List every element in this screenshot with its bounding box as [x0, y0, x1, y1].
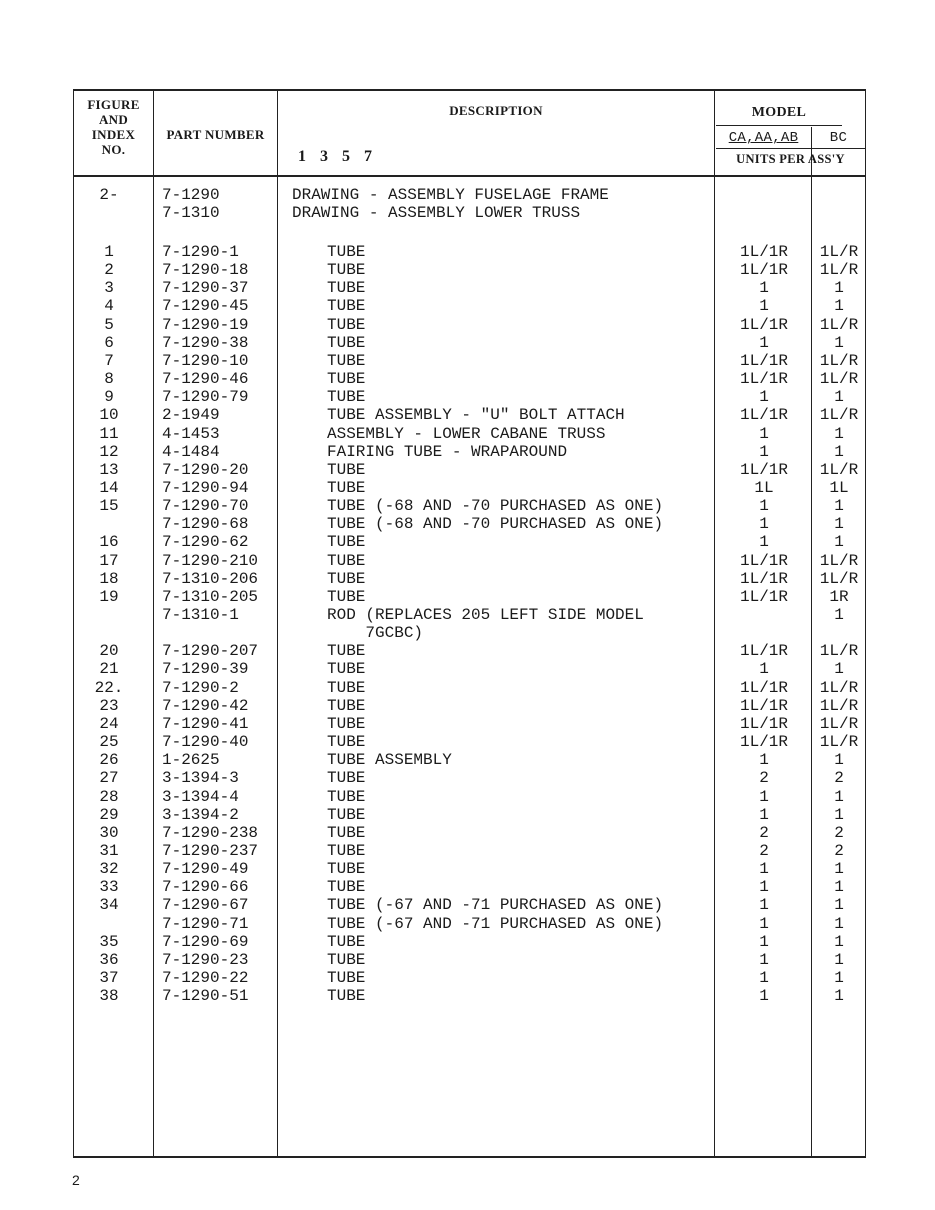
- units-bc-cell: 1L/R: [819, 243, 859, 261]
- table-row: [0, 969, 935, 987]
- table-row: [0, 824, 935, 842]
- part-number-cell: 7-1290-66: [162, 878, 249, 897]
- part-number-cell: 7-1290-237: [162, 841, 259, 860]
- figure-index-cell: 22.: [94, 678, 124, 697]
- units-bc-cell: 1: [834, 515, 844, 534]
- table-row: [0, 461, 935, 479]
- part-number-cell: 7-1290-79: [162, 388, 249, 407]
- units-ca-aa-ab-cell: 1: [759, 969, 769, 987]
- description-cell: 7GCBC): [327, 624, 424, 643]
- table-row: [0, 552, 935, 570]
- figure-index-cell: 20: [99, 642, 119, 661]
- table-row: [0, 334, 935, 352]
- description-cell: TUBE: [327, 696, 366, 715]
- description-cell: TUBE: [327, 642, 366, 661]
- description-cell: TUBE: [327, 878, 366, 897]
- part-number-cell: 1-2625: [162, 751, 220, 770]
- figure-index-cell: 27: [99, 769, 119, 788]
- units-bc-cell: 1: [834, 860, 844, 879]
- figure-index-header: [74, 97, 153, 157]
- units-bc-cell: 1L/R: [819, 460, 859, 479]
- part-number-cell: 2-1949: [162, 406, 220, 425]
- units-ca-aa-ab-cell: 1: [759, 751, 769, 770]
- units-bc-cell: 1L/R: [819, 315, 859, 334]
- units-ca-aa-ab-cell: 1: [759, 497, 769, 516]
- part-number-cell: 7-1310-206: [162, 569, 259, 588]
- units-ca-aa-ab-cell: 1: [759, 896, 769, 915]
- units-bc-cell: 1: [834, 787, 844, 806]
- table-row: [0, 987, 935, 1005]
- units-ca-aa-ab-cell: 1: [759, 932, 769, 951]
- table-row: [0, 279, 935, 297]
- units-bc-cell: 1: [834, 932, 844, 951]
- figure-index-cell: 15: [99, 497, 119, 516]
- units-bc-cell: 1: [834, 751, 844, 770]
- part-number-cell: 7-1290-10: [162, 351, 249, 370]
- part-number-header: PART NUMBER: [166, 127, 265, 142]
- part-number-cell: 7-1290-210: [162, 551, 259, 570]
- units-bc-cell: 2: [834, 823, 844, 842]
- description-cell: TUBE: [327, 478, 366, 497]
- figure-index-cell: 29: [99, 805, 119, 824]
- part-number-cell: 7-1290-70: [162, 497, 249, 516]
- description-cell: FAIRING TUBE - WRAPAROUND: [327, 442, 568, 461]
- table-row: [0, 606, 935, 624]
- figure-index-cell: 10: [99, 406, 119, 425]
- description-cell: TUBE: [327, 987, 366, 1006]
- table-row: [0, 370, 935, 388]
- units-bc-cell: 1: [834, 606, 844, 624]
- units-ca-aa-ab-cell: 1: [759, 333, 769, 352]
- units-bc-cell: 1: [834, 805, 844, 824]
- figure-index-cell: 33: [99, 878, 119, 897]
- part-number-cell: 7-1290-19: [162, 315, 249, 334]
- units-ca-aa-ab-cell: 1: [759, 533, 769, 552]
- model-ca-aa-ab-header: CA,AA,AB: [728, 130, 799, 146]
- units-ca-aa-ab-cell: 1L/1R: [739, 587, 788, 606]
- table-row: [0, 297, 935, 315]
- figure-index-cell: 6: [104, 333, 114, 352]
- units-bc-cell: 1L: [829, 478, 849, 497]
- units-bc-cell: 1: [834, 660, 844, 679]
- units-ca-aa-ab-cell: 1L/1R: [739, 370, 788, 389]
- units-ca-aa-ab-cell: 1L/1R: [739, 551, 788, 570]
- table-row: [0, 443, 935, 461]
- table-row: [0, 204, 935, 222]
- part-number-cell: 7-1290-71: [162, 914, 249, 933]
- units-bc-cell: 1L/R: [819, 551, 859, 570]
- units-ca-aa-ab-cell: 1: [759, 878, 769, 897]
- table-row: [0, 261, 935, 279]
- units-per-assy-header: UNITS PER ASS'Y: [736, 152, 845, 166]
- description-cell: TUBE: [327, 805, 366, 824]
- figure-index-cell: 5: [104, 315, 114, 334]
- model-sub-rule: [716, 148, 865, 149]
- units-ca-aa-ab-cell: 1L/1R: [739, 406, 788, 425]
- units-bc-cell: 1L/R: [819, 569, 859, 588]
- figure-index-cell: 12: [99, 442, 119, 461]
- table-row: [0, 715, 935, 733]
- part-number-cell: 7-1290-49: [162, 860, 249, 879]
- units-ca-aa-ab-cell: 1: [759, 987, 769, 1006]
- table-row: [0, 497, 935, 515]
- part-number-cell: 7-1290-20: [162, 460, 249, 479]
- units-ca-aa-ab-cell: 1L/1R: [739, 351, 788, 370]
- description-cell: TUBE: [327, 678, 366, 697]
- units-ca-aa-ab-cell: 1L/1R: [739, 642, 788, 661]
- figure-index-cell: 21: [99, 660, 119, 679]
- units-bc-cell: 1: [834, 424, 844, 443]
- description-cell: TUBE: [327, 932, 366, 951]
- figure-index-cell: 9: [104, 388, 114, 407]
- figure-index-cell: 17: [99, 551, 119, 570]
- table-row: [0, 896, 935, 914]
- figure-index-cell: 31: [99, 841, 119, 860]
- part-number-cell: 7-1290-69: [162, 932, 249, 951]
- part-number-cell: 7-1290-207: [162, 642, 259, 661]
- table-row: [0, 951, 935, 969]
- table-row: [0, 406, 935, 424]
- part-number-cell: 7-1290-42: [162, 696, 249, 715]
- units-bc-cell: 1: [834, 497, 844, 516]
- part-number-cell: 3-1394-4: [162, 787, 239, 806]
- units-ca-aa-ab-cell: 1: [759, 950, 769, 969]
- figure-index-cell: 11: [99, 424, 119, 443]
- description-cell: TUBE (-68 AND -70 PURCHASED AS ONE): [327, 497, 664, 516]
- figure-index-cell: 35: [99, 932, 119, 951]
- units-ca-aa-ab-cell: 1: [759, 914, 769, 933]
- description-cell: TUBE: [327, 787, 366, 806]
- units-ca-aa-ab-cell: 1: [759, 515, 769, 534]
- figure-index-cell: 36: [99, 950, 119, 969]
- table-row: [0, 860, 935, 878]
- description-cell: TUBE: [327, 551, 366, 570]
- units-ca-aa-ab-cell: 1: [759, 805, 769, 824]
- units-bc-cell: 2: [834, 769, 844, 788]
- units-bc-cell: 1: [834, 896, 844, 915]
- header-bottom-rule: [73, 175, 865, 177]
- description-cell: ROD (REPLACES 205 LEFT SIDE MODEL: [327, 606, 644, 624]
- figure-index-cell: 25: [99, 733, 119, 752]
- units-bc-cell: 1L/R: [819, 678, 859, 697]
- table-row: [0, 425, 935, 443]
- units-ca-aa-ab-cell: 1: [759, 442, 769, 461]
- figure-index-cell: 16: [99, 533, 119, 552]
- part-number-cell: 7-1290-51: [162, 987, 249, 1006]
- description-cell: TUBE: [327, 370, 366, 389]
- units-bc-cell: 1: [834, 442, 844, 461]
- table-row: [0, 842, 935, 860]
- units-bc-cell: 1: [834, 388, 844, 407]
- units-bc-cell: 1: [834, 987, 844, 1006]
- units-ca-aa-ab-cell: 1: [759, 860, 769, 879]
- part-number-cell: 7-1290-41: [162, 714, 249, 733]
- part-number-cell: 7-1290-46: [162, 370, 249, 389]
- figure-index-cell: 24: [99, 714, 119, 733]
- units-ca-aa-ab-cell: 1L/1R: [739, 569, 788, 588]
- table-row: [0, 806, 935, 824]
- table-row: [0, 588, 935, 606]
- table-row: [0, 751, 935, 769]
- units-bc-cell: 1: [834, 333, 844, 352]
- part-number-cell: 7-1290-94: [162, 478, 249, 497]
- description-cell: TUBE: [327, 315, 366, 334]
- units-ca-aa-ab-cell: 1L/1R: [739, 261, 788, 280]
- description-cell: TUBE (-67 AND -71 PURCHASED AS ONE): [327, 914, 664, 933]
- units-ca-aa-ab-cell: 2: [759, 769, 769, 788]
- units-bc-cell: 1L/R: [819, 714, 859, 733]
- part-number-cell: 4-1453: [162, 424, 220, 443]
- units-ca-aa-ab-cell: 2: [759, 841, 769, 860]
- table-row: [0, 352, 935, 370]
- units-ca-aa-ab-cell: 1L/1R: [739, 696, 788, 715]
- description-cell: TUBE ASSEMBLY: [327, 751, 452, 770]
- description-cell: DRAWING - ASSEMBLY FUSELAGE FRAME: [292, 186, 609, 204]
- figure-header-line: AND: [98, 112, 129, 127]
- table-row: [0, 660, 935, 678]
- units-ca-aa-ab-cell: 1L/1R: [739, 315, 788, 334]
- description-cell: TUBE: [327, 860, 366, 879]
- units-ca-aa-ab-cell: 1L/1R: [739, 678, 788, 697]
- units-ca-aa-ab-cell: 1L: [754, 478, 774, 497]
- figure-index-cell: 4: [104, 297, 114, 316]
- table-row: [0, 624, 935, 642]
- units-bc-cell: 1: [834, 914, 844, 933]
- part-number-cell: 7-1290-40: [162, 733, 249, 752]
- units-ca-aa-ab-cell: 1: [759, 279, 769, 298]
- units-bc-cell: 1: [834, 969, 844, 987]
- table-row: [0, 515, 935, 533]
- page-number: 2: [72, 1172, 80, 1188]
- figure-index-cell: 2-: [99, 186, 119, 204]
- description-cell: TUBE: [327, 950, 366, 969]
- table-row: [0, 733, 935, 751]
- figure-header-line: FIGURE: [87, 97, 140, 112]
- table-row: [0, 316, 935, 334]
- table-row: [0, 642, 935, 660]
- part-number-cell: 7-1290-67: [162, 896, 249, 915]
- table-row: [0, 243, 935, 261]
- part-number-cell: 7-1310-205: [162, 587, 259, 606]
- description-cell: TUBE: [327, 660, 366, 679]
- figure-index-cell: 23: [99, 696, 119, 715]
- units-bc-cell: 1L/R: [819, 642, 859, 661]
- table-row: [0, 878, 935, 896]
- table-row: [0, 186, 935, 204]
- part-number-cell: 7-1290-39: [162, 660, 249, 679]
- description-cell: TUBE: [327, 769, 366, 788]
- table-row: [0, 933, 935, 951]
- units-bc-cell: 1L/R: [819, 351, 859, 370]
- figure-index-cell: 1: [104, 243, 114, 261]
- model-bc-header: BC: [829, 130, 848, 146]
- table-row: [0, 697, 935, 715]
- units-bc-cell: 1: [834, 950, 844, 969]
- part-number-cell: 7-1290-38: [162, 333, 249, 352]
- part-number-cell: 7-1290-62: [162, 533, 249, 552]
- figure-index-cell: 8: [104, 370, 114, 389]
- description-cell: ASSEMBLY - LOWER CABANE TRUSS: [327, 424, 606, 443]
- model-underline: [716, 125, 842, 126]
- part-number-cell: 3-1394-3: [162, 769, 239, 788]
- part-number-cell: 7-1290: [162, 186, 220, 204]
- units-bc-cell: 1L/R: [819, 406, 859, 425]
- figure-index-cell: 18: [99, 569, 119, 588]
- part-number-cell: 7-1310-1: [162, 606, 239, 624]
- part-number-cell: 7-1290-1: [162, 243, 239, 261]
- units-bc-cell: 1L/R: [819, 261, 859, 280]
- description-cell: TUBE (-68 AND -70 PURCHASED AS ONE): [327, 515, 664, 534]
- description-cell: DRAWING - ASSEMBLY LOWER TRUSS: [292, 204, 581, 223]
- units-bc-cell: 1: [834, 297, 844, 316]
- description-cell: TUBE (-67 AND -71 PURCHASED AS ONE): [327, 896, 664, 915]
- part-number-cell: 7-1290-45: [162, 297, 249, 316]
- part-number-cell: 7-1290-238: [162, 823, 259, 842]
- figure-index-cell: 28: [99, 787, 119, 806]
- part-number-cell: 7-1290-22: [162, 969, 249, 987]
- table-row: [0, 570, 935, 588]
- units-ca-aa-ab-cell: 1L/1R: [739, 243, 788, 261]
- figure-index-cell: 38: [99, 987, 119, 1006]
- figure-index-cell: 37: [99, 969, 119, 987]
- description-cell: TUBE: [327, 569, 366, 588]
- part-number-cell: 7-1290-37: [162, 279, 249, 298]
- figure-header-line: NO.: [101, 142, 126, 157]
- units-bc-cell: 1R: [829, 587, 849, 606]
- units-bc-cell: 1L/R: [819, 370, 859, 389]
- description-cell: TUBE: [327, 969, 366, 987]
- part-number-cell: 4-1484: [162, 442, 220, 461]
- description-cell: TUBE: [327, 823, 366, 842]
- description-cell: TUBE: [327, 297, 366, 316]
- figure-index-cell: 30: [99, 823, 119, 842]
- units-ca-aa-ab-cell: 1L/1R: [739, 714, 788, 733]
- description-cell: TUBE: [327, 279, 366, 298]
- description-cell: TUBE: [327, 733, 366, 752]
- part-number-cell: 7-1290-2: [162, 678, 239, 697]
- units-ca-aa-ab-cell: 1: [759, 388, 769, 407]
- figure-index-cell: 2: [104, 261, 114, 280]
- units-ca-aa-ab-cell: 2: [759, 823, 769, 842]
- description-cell: TUBE: [327, 533, 366, 552]
- table-row: [0, 533, 935, 551]
- description-cell: TUBE: [327, 388, 366, 407]
- figure-index-cell: 19: [99, 587, 119, 606]
- units-bc-cell: 1L/R: [819, 733, 859, 752]
- units-bc-cell: 1: [834, 279, 844, 298]
- table-row: [0, 388, 935, 406]
- units-ca-aa-ab-cell: 1L/1R: [739, 460, 788, 479]
- description-cell: TUBE: [327, 261, 366, 280]
- units-bc-cell: 1L/R: [819, 696, 859, 715]
- description-cell: TUBE: [327, 841, 366, 860]
- description-cell: TUBE: [327, 333, 366, 352]
- figure-index-cell: 7: [104, 351, 114, 370]
- description-cell: TUBE: [327, 714, 366, 733]
- units-bc-cell: 2: [834, 841, 844, 860]
- figure-index-cell: 34: [99, 896, 119, 915]
- figure-header-line: INDEX: [91, 127, 136, 142]
- table-row: [0, 769, 935, 787]
- description-cell: TUBE: [327, 460, 366, 479]
- units-bc-cell: 1: [834, 878, 844, 897]
- description-cell: TUBE: [327, 587, 366, 606]
- table-row: [0, 915, 935, 933]
- table-row: [0, 788, 935, 806]
- figure-index-cell: 13: [99, 460, 119, 479]
- part-number-cell: 7-1290-18: [162, 261, 249, 280]
- figure-index-cell: 3: [104, 279, 114, 298]
- units-ca-aa-ab-cell: 1: [759, 660, 769, 679]
- units-ca-aa-ab-cell: 1L/1R: [739, 733, 788, 752]
- units-bc-cell: 1: [834, 533, 844, 552]
- figure-index-cell: 32: [99, 860, 119, 879]
- description-header: DESCRIPTION: [449, 103, 543, 118]
- figure-index-cell: 26: [99, 751, 119, 770]
- part-number-cell: 7-1290-68: [162, 515, 249, 534]
- description-indent-levels: 1 3 5 7: [298, 148, 372, 165]
- units-ca-aa-ab-cell: 1: [759, 787, 769, 806]
- part-number-cell: 7-1290-23: [162, 950, 249, 969]
- part-number-cell: 3-1394-2: [162, 805, 239, 824]
- table-row: [0, 679, 935, 697]
- description-cell: TUBE: [327, 351, 366, 370]
- part-number-cell: 7-1310: [162, 204, 220, 223]
- units-ca-aa-ab-cell: 1: [759, 297, 769, 316]
- figure-index-cell: 14: [99, 478, 119, 497]
- model-header: MODEL: [751, 105, 807, 120]
- units-ca-aa-ab-cell: 1: [759, 424, 769, 443]
- description-cell: TUBE ASSEMBLY - "U" BOLT ATTACH: [327, 406, 625, 425]
- table-row: [0, 479, 935, 497]
- description-cell: TUBE: [327, 243, 366, 261]
